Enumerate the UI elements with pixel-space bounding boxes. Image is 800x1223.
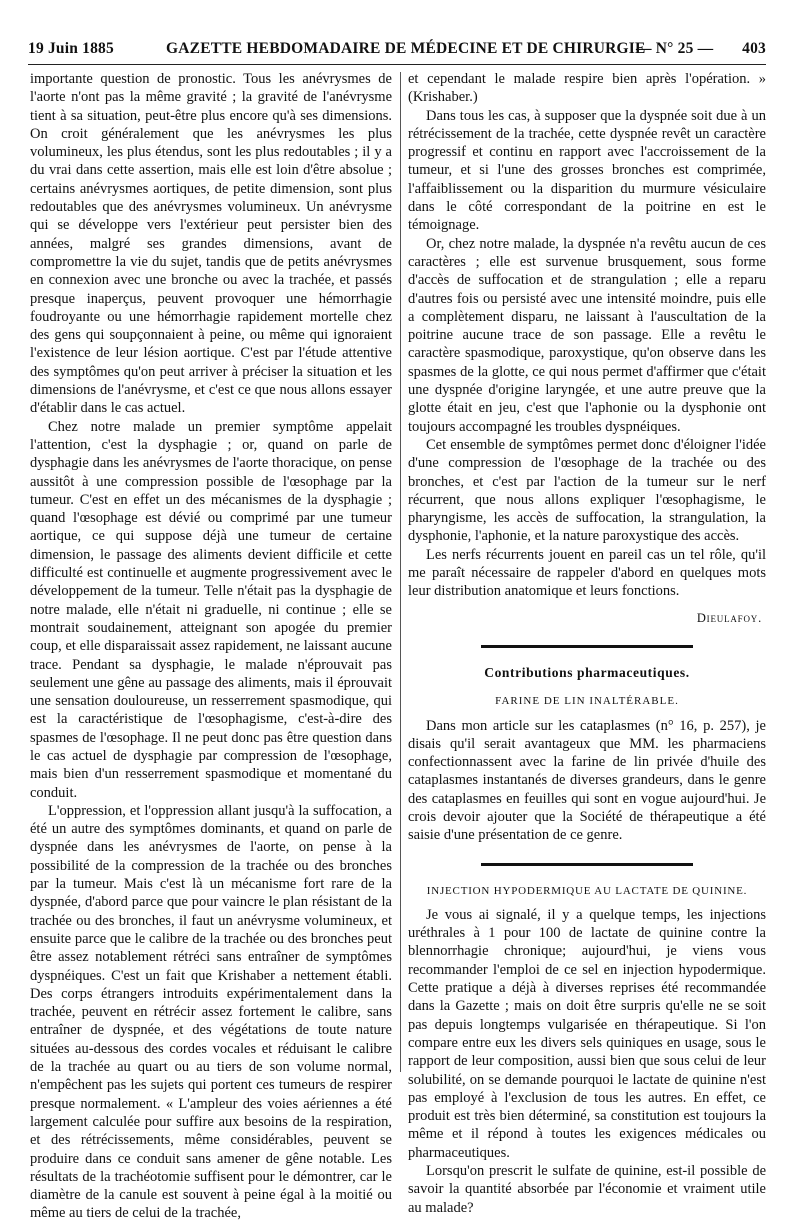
paragraph: importante question de pronostic. Tous les anévrysmes de l'aorte n'ont pas la même gravité ; la gravité de l'anévrysme tient à sa situation, peut-être plus encore qu'à ses dimensions. On croit généralement que les anévrysmes les plus volumineux, les plus étendus, sont les plus redoutables ; il y a du vrai dans cette assertion, mais elle est loin d'être absolue ; certains anévrysmes aortiques, de petite dimension, sont plus redoutables que des anévrysmes volumineux. Un anévrysme qui se développe vers l'extérieur peut persister bien des années, malgré ses grandes dimensions, avant de compromettre la vie du sujet, tandis que de petits anévrysmes en connexion avec une bronche ou avec la trachée, et passés presque inaperçus, peuvent provoquer une hémorrhagie foudroyante ou une hémorrhagie rapidement mortelle chez des gens qui soupçonnaient à peine, ou même qui ignoraient l'existence de leur lésion aortique. C'est par l'étude attentive des symptômes qu'on peut arriver à préciser la situation et les dimensions de l'anévrysme, et c'est ce que nous allons essayer d'établir dans le cas actuel.	[30, 71, 392, 417]
paragraph: Cet ensemble de symptômes permet donc d'éloigner l'idée d'une compression de l'œsophage de la trachée ou des bronches, et c'est par l'action de la tumeur sur le nerf récurrent, que nous allons expliquer l'œsophagisme, le pharyngisme, les accès de suffocation, la strangulation, la dysphonie, l'aphonie, et la nature paroxystique des accès.	[408, 436, 766, 545]
paragraph: Chez notre malade un premier symptôme appelait l'attention, c'est la dysphagie ; or, quand on parle de dysphagie dans les anévrysmes de l'aorte thoracique, on pense aussitôt à une compression possible de l'œsophage par la tumeur. C'est en effet un des mécanismes de la dysphagie ; quand l'œsophage est dévié ou comprimé par une tumeur aortique, ce qui suppose déjà une tumeur de certaine dimension, le passage des aliments devient difficile et cette difficulté est continuelle et augmente progressivement avec le développement de la tumeur. Telle n'était pas la dysphagie de notre malade, elle n'était ni graduelle, ni continue ; elle se montrait soudainement, atteignant son apogée du premier coup, et elle disparaissait assez rapidement, ne laissant aucune trace. Pendant sa dysphagie, le malade n'éprouvait pas seulement une gêne au passage des aliments, mais il éprouvait une sensation douloureuse, un resserrement spasmodique, qui est la caractéristique de l'œsophagisme, c'est-à-dire des spasmes de l'œsophage. Il ne peut donc pas être question dans le cas actuel de dysphagie par compression de l'œsophage, mais bien d'un resserrement spasmodique et momentané du conduit.	[30, 418, 392, 801]
header-journal-title: GAZETTE HEBDOMADAIRE DE MÉDECINE ET DE CHIRURGIE	[166, 40, 646, 57]
section-divider	[481, 645, 693, 648]
section-title: Contributions pharmaceutiques.	[484, 664, 690, 680]
paragraph: Or, chez notre malade, la dyspnée n'a revêtu aucun de ces caractères ; elle est survenue brusquement, sous forme d'accès de suffocation et de strangulation ; elle a reparu d'autres fois ou persisté avec une intensité moindre, puis elle a complètement disparu, ne laissant à l'auscultation de la poitrine aucune trace de son passage. Elle a revêtu le caractère spasmodique, paroxystique, qu'on observe dans les spasmes de la glotte, ce qui nous permet d'affirmer que c'était une dyspnée d'origine laryngée, et une autre preuve que la glotte était en jeu, c'est que l'aphonie ou la dysphonie ont toujours accompagné les troubles dyspnéiques.	[408, 235, 766, 435]
header-issue-number: — N° 25 —	[636, 40, 714, 57]
header-rule	[28, 64, 766, 65]
paragraph: Les nerfs récurrents jouent en pareil cas un tel rôle, qu'il me paraît nécessaire de rappeler d'abord en quelques mots leur distribution anatomique et leurs fonctions.	[408, 546, 766, 600]
right-column	[408, 70, 766, 1217]
paragraph: L'oppression, et l'oppression allant jusqu'à la suffocation, a été un autre des symptômes dominants, et quand on parle de dyspnée dans les anévrysmes de l'aorte, on pense à la possibilité de la compression de la trachée ou des bronches par la tumeur. Mais c'est là un mécanisme fort rare de la dyspnée, d'abord parce que pour vaincre le plan résistant de la trachée ou des bronches, il faut un anévrysme volumineux, et ensuite parce que le calibre de la trachée ou des bronches peut être assez notablement rétréci sans entraîner de symptômes dyspnéiques. C'est un fait que Krishaber a nettement établi. Des corps étrangers introduits expérimentalement dans la trachée, peuvent en rétrécir assez fortement le calibre, sans entraîner de dyspnée, et des végétations de toute nature situées au-dessous des cordes vocales et réduisant le calibre de la trachée au quart ou au tiers de son volume normal, n'empêchent pas les sujets qui portent ces tumeurs de respirer presque normalement. « L'ampleur des voies aériennes a été largement calculée pour suffire aux besoins de la respiration, et des rétrécissements, même considérables, peuvent se produire dans ce conduit sans amener de gêne notable. Les résultats de la trachéotomie suffisent pour le démontrer, car le diamètre de la canule est souvent à peine égal à la moitié ou même au tiers de celui de la trachée,	[30, 802, 392, 1222]
article-subtitle: INJECTION HYPODERMIQUE AU LACTATE DE QUININE.	[426, 884, 748, 897]
author-signature: Dieulafoy.	[696, 610, 762, 625]
header-date: 19 Juin 1885	[28, 40, 114, 57]
paragraph: et cependant le malade respire bien après l'opération. » (Krishaber.)	[408, 71, 766, 106]
article-subtitle: FARINE DE LIN INALTÉRABLE.	[495, 695, 679, 708]
section-divider	[481, 863, 693, 866]
header-page-number: 403	[742, 40, 766, 57]
left-column	[30, 70, 392, 1223]
column-separator	[400, 72, 401, 1072]
running-header	[28, 40, 766, 64]
paragraph: Dans mon article sur les cataplasmes (n° 16, p. 257), je disais qu'il serait avantageux que MM. les pharmaciens confectionnassent avec la farine de lin privée d'huile des cataplasmes instantanés de diverses grandeurs, dans le genre des cataplasmes en feuilles qui sont en vogue aujourd'hui. Je crois devoir ajouter que la Société de thérapeutique a été saisie d'une présentation de ce genre.	[408, 717, 766, 844]
paragraph: Lorsqu'on prescrit le sulfate de quinine, est-il possible de savoir la quantité absorbée par l'économie et vraiment utile au malade?	[408, 1163, 766, 1216]
paragraph: Dans tous les cas, à supposer que la dyspnée soit due à un rétrécissement de la trachée, cette dyspnée revêt un caractère progressif et continu en rapport avec l'accroissement de la tumeur, et si l'une des grosses bronches est comprimée, l'affaiblissement ou la disparition du murmure vésiculaire dans le côté correspondant de la poitrine en est le témoignage.	[408, 107, 766, 234]
paragraph: Je vous ai signalé, il y a quelque temps, les injections uréthrales à 1 pour 100 de lactate de quinine contre la blennorrhagie chronique; aujourd'hui, je viens vous recommander l'emploi de ce sel en injection hypodermique. Cette pratique a déjà à diverses reprises été recommandée dans la Gazette ; mais on doit être surpris qu'elle ne se soit pas depuis longtemps vulgarisée en thérapeutique. Si l'on compare entre eux les divers sels quiniques en usage, sous le rapport de leur composition, aussi bien que sous celui de leur solubilité, on se demande pourquoi le lactate de quinine n'est pas employé à l'exclusion de tous les autres. En effet, ce produit est très bien déterminé, sa constitution est toujours la même et il répond à toutes les exigences médicales ou pharmaceutiques.	[408, 906, 766, 1161]
